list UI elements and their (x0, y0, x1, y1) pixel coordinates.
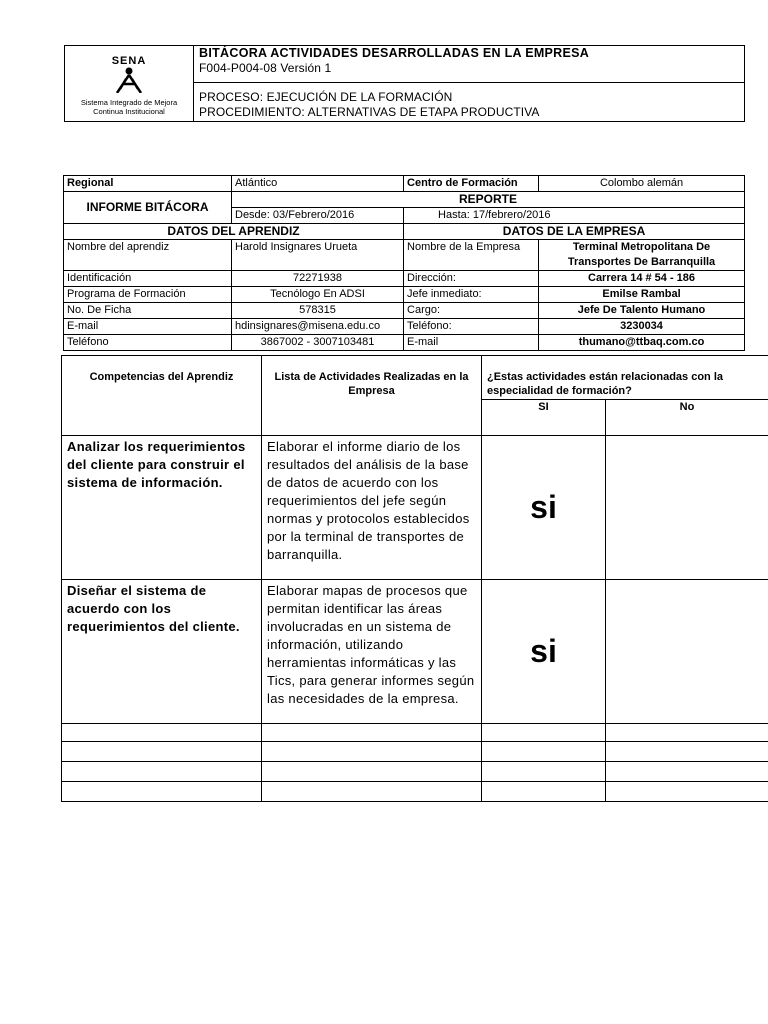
info-row (64, 335, 745, 351)
proceso-text: PROCESO: EJECUCIÓN DE LA FORMACIÓN (199, 90, 453, 104)
col-header-si: SI (482, 400, 606, 436)
header-title-cell (194, 46, 745, 83)
actividad-text: Elaborar el informe diario de los resultados del análisis de la base de datos de acuerdo con los requerimientos del jefe según normas y protocolos establecidos por la terminal de transportes de barranquilla. (262, 436, 482, 580)
centro-value: Colombo alemán (539, 176, 745, 192)
datos-aprendiz-heading: DATOS DEL APRENDIZ (64, 224, 404, 240)
info-label: Nombre de la Empresa (404, 240, 539, 271)
empty-row (62, 782, 768, 802)
competencia-text: Analizar los requerimientos del cliente para construir el sistema de información. (62, 436, 262, 580)
relacion-no-value (606, 436, 768, 580)
info-table (63, 175, 745, 351)
info-value: Tecnólogo En ADSI (232, 287, 404, 303)
fecha-hasta: Hasta: 17/febrero/2016 (404, 208, 745, 224)
col-header-lista: Lista de Actividades Realizadas en la Empresa (262, 356, 482, 436)
info-value: 3867002 - 3007103481 (232, 335, 404, 351)
relacion-si-value: si (482, 580, 606, 724)
competencia-text: Diseñar el sistema de acuerdo con los requerimientos del cliente. (62, 580, 262, 724)
document-title: BITÁCORA ACTIVIDADES DESARROLLADAS EN LA EMPRESA (199, 46, 590, 60)
info-label: No. De Ficha (64, 303, 232, 319)
sena-logo (65, 55, 193, 98)
info-value: Emilse Rambal (539, 287, 745, 303)
logo-caption-1: Sistema Integrado de Mejora (80, 98, 178, 107)
info-label: Nombre del aprendiz (64, 240, 232, 271)
info-value: Jefe De Talento Humano (539, 303, 745, 319)
empty-row (62, 724, 768, 742)
info-label: Programa de Formación (64, 287, 232, 303)
col-header-no: No (606, 400, 768, 436)
fecha-desde: Desde: 03/Febrero/2016 (232, 208, 404, 224)
centro-label: Centro de Formación (404, 176, 539, 192)
document-header (64, 45, 745, 122)
info-label: Identificación (64, 271, 232, 287)
info-value: hdinsignares@misena.edu.co (232, 319, 404, 335)
informe-bitacora-label: INFORME BITÁCORA (64, 192, 232, 224)
info-row (64, 319, 745, 335)
activity-row (62, 580, 768, 724)
info-value: Carrera 14 # 54 - 186 (539, 271, 745, 287)
info-value: 72271938 (232, 271, 404, 287)
regional-value: Atlántico (232, 176, 404, 192)
info-label: Dirección: (404, 271, 539, 287)
activity-row (62, 436, 768, 580)
procedimiento-text: PROCEDIMIENTO: ALTERNATIVAS DE ETAPA PRODUCTIVA (199, 105, 540, 119)
header-process-cell (194, 83, 745, 122)
info-value: thumano@ttbaq.com.co (539, 335, 745, 351)
info-label: Jefe inmediato: (404, 287, 539, 303)
info-value: Terminal Metropolitana De Transportes De Barranquilla (539, 240, 745, 271)
logo-cell (65, 46, 194, 122)
reporte-label: REPORTE (232, 192, 745, 208)
info-label: E-mail (64, 319, 232, 335)
info-label: Cargo: (404, 303, 539, 319)
actividad-text: Elaborar mapas de procesos que permitan identificar las áreas involucradas en un sistema de información, utilizando herramientas informáticas y las Tics, para generar informes según las necesidades de la empresa. (262, 580, 482, 724)
info-value: 578315 (232, 303, 404, 319)
sena-person-icon (109, 67, 149, 93)
info-label: Teléfono (64, 335, 232, 351)
info-row (64, 271, 745, 287)
info-row (64, 287, 745, 303)
document-code: F004-P004-08 Versión 1 (199, 61, 332, 75)
info-value: Harold Insignares Urueta (232, 240, 404, 271)
col-header-competencias: Competencias del Aprendiz (62, 356, 262, 436)
info-row (64, 303, 745, 319)
logo-text: SENA (111, 55, 147, 67)
datos-empresa-heading: DATOS DE LA EMPRESA (404, 224, 745, 240)
logo-caption-2: Continua Institucional (93, 107, 165, 116)
info-label: E-mail (404, 335, 539, 351)
relacion-no-value (606, 580, 768, 724)
col-header-relacion: ¿Estas actividades están relacionadas con la especialidad de formación? (482, 356, 768, 400)
empty-row (62, 762, 768, 782)
regional-label: Regional (64, 176, 232, 192)
activities-table (61, 355, 768, 802)
empty-row (62, 742, 768, 762)
info-row (64, 240, 745, 271)
relacion-si-value: si (482, 436, 606, 580)
info-label: Teléfono: (404, 319, 539, 335)
info-value: 3230034 (539, 319, 745, 335)
